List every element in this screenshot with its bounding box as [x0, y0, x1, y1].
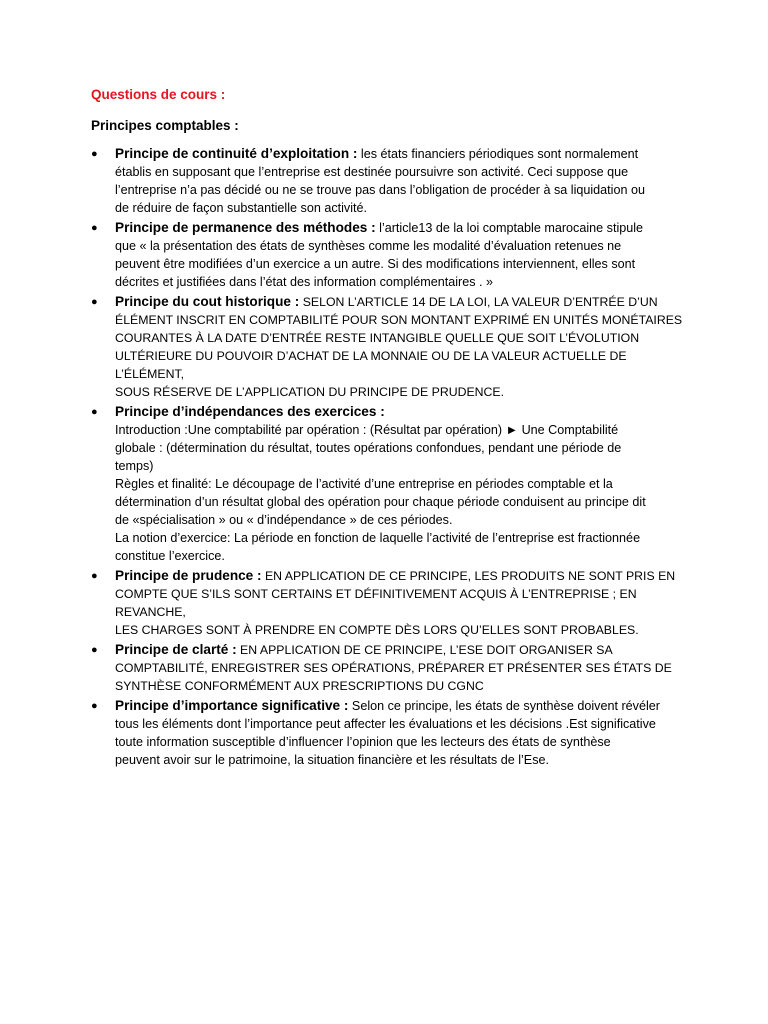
- section-title: Questions de cours :: [91, 87, 226, 102]
- bullet-icon: ●: [91, 644, 98, 656]
- principle-term: Principe d’importance significative :: [115, 698, 349, 713]
- section-subtitle: Principes comptables :: [91, 118, 239, 133]
- principle-text: Introduction :Une comptabilité par opération : (Résultat par opération) ► Une Comptabilité globale : (détermination du résultat, toutes opérations confondues, pendant une période de temps) Règles et finalité: Le découpage de l’activité d’une entreprise en périodes comptable et la détermination d’un résultat global des opération pour chaque période conduisent au principe dit de «spécialisation » ou « d’indépendance » de ces périodes. La notion d’exercice: La période en fonction de laquelle l’activité de l’entreprise est fractionnée constitue l’exercice.: [115, 423, 646, 563]
- bullet-icon: ●: [91, 406, 98, 418]
- list-item-permanence: [91, 219, 691, 291]
- principle-text: Selon ce principe, les états de synthèse doivent révéler tous les éléments dont l’importance peut affecter les évaluations et les décisions .Est significative toute information susceptible d’influencer l’opinion que les lecteurs des états de synthèse peuvent avoir sur le patrimoine, la situation financière et les résultats de l’Ese.: [115, 699, 660, 767]
- principle-text: EN APPLICATION DE CE PRINCIPE, LES PRODUITS NE SONT PRIS EN COMPTE QUE S’ILS SONT CERTAINS ET DÉFINITIVEMENT ACQUIS À L’ENTREPRISE ; EN REVANCHE, LES CHARGES SONT À PRENDRE EN COMPTE DÈS LORS QU’ELLES SONT PROBABLES.: [115, 569, 676, 637]
- bullet-icon: ●: [91, 570, 98, 582]
- principle-text: EN APPLICATION DE CE PRINCIPE, L’ESE DOIT ORGANISER SA COMPTABILITÉ, ENREGISTRER SES OPÉRATIONS, PRÉPARER ET PRÉSENTER SES ÉTATS DE SYNTHÈSE CONFORMÉMENT AUX PRESCRIPTIONS DU CGNC: [115, 643, 672, 693]
- principles-list: [91, 145, 691, 771]
- list-item-importance: [91, 697, 691, 769]
- list-item-clarte: [91, 641, 691, 695]
- principle-text: les états financiers périodiques sont normalement établis en supposant que l’entreprise est destinée poursuivre son activité. Ceci suppose que l’entreprise n’a pas décidé ou ne se trouve pas dans l’obligation de procéder à sa liquidation ou de réduire de façon substantielle son activité.: [115, 147, 645, 215]
- list-item-independance: [91, 403, 691, 565]
- principle-text: SELON L’ARTICLE 14 DE LA LOI, LA VALEUR D’ENTRÉE D’UN ÉLÉMENT INSCRIT EN COMPTABILITÉ POUR SON MONTANT EXPRIMÉ EN UNITÉS MONÉTAIRES COURANTES À LA DATE D’ENTRÉE RESTE INTANGIBLE QUELLE QUE SOIT L’ÉVOLUTION ULTÉRIEURE DU POUVOIR D’ACHAT DE LA MONNAIE OU DE LA VALEUR ACTUELLE DE L’ÉLÉMENT, SOUS RÉSERVE DE L’APPLICATION DU PRINCIPE DE PRUDENCE.: [115, 295, 683, 399]
- bullet-icon: ●: [91, 222, 98, 234]
- principle-term: Principe de prudence :: [115, 568, 262, 583]
- principle-term: Principe du cout historique :: [115, 294, 300, 309]
- bullet-icon: ●: [91, 296, 98, 308]
- bullet-icon: ●: [91, 148, 98, 160]
- list-item-continuite: [91, 145, 691, 217]
- principle-term: Principe d’indépendances des exercices :: [115, 404, 385, 419]
- principle-term: Principe de continuité d’exploitation :: [115, 146, 358, 161]
- principle-text: l’article13 de la loi comptable marocaine stipule que « la présentation des états de synthèses comme les modalité d’évaluation retenues ne peuvent être modifiées d’un exercice a un autre. Si des modifications interviennent, elles sont décrites et justifiées dans l’état des information complémentaires . »: [115, 221, 644, 289]
- list-item-prudence: [91, 567, 691, 639]
- principle-term: Principe de permanence des méthodes :: [115, 220, 376, 235]
- principle-term: Principe de clarté :: [115, 642, 237, 657]
- bullet-icon: ●: [91, 700, 98, 712]
- list-item-cout-historique: [91, 293, 691, 401]
